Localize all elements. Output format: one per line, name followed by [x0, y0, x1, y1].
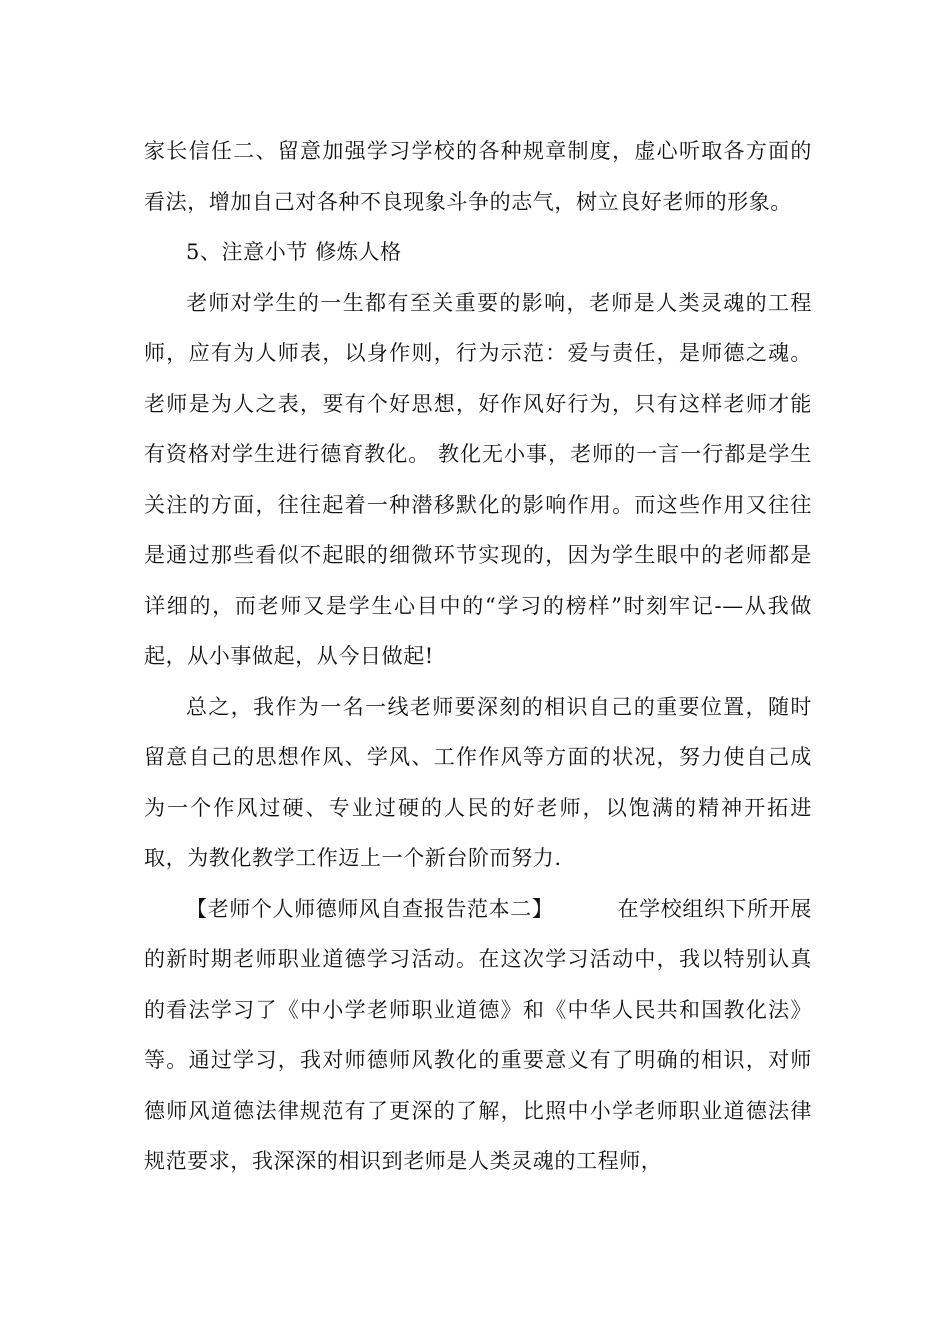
document-body [144, 126, 812, 1187]
report-two-title: 【老师个人师德师风自查报告范本二】 [186, 896, 554, 921]
paragraph-teacher-influence: 老师对学生的一生都有至关重要的影响，老师是人类灵魂的工程师，应有为人师表，以身作则，行为示范：爱与责任，是师德之魂。老师是为人之表，要有个好思想，好作风好行为，只有这样老师才能有资格对学生进行德育教化。 教化无小事，老师的一言一行都是学生关注的方面，往往起着一种潜移默化的影响作用。而这些作用又往往是通过那些看似不起眼的细微环节实现的，因为学生眼中的老师都是详细的，而老师又是学生心目中的“学习的榜样”时刻牢记-—从我做起，从小事做起，从今日做起! [144, 290, 812, 668]
report-two-body: 在学校组织下所开展的新时期老师职业道德学习活动。在这次学习活动中，我以特别认真的看法学习了《中小学老师职业道德》和《中华人民共和国教化法》等。通过学习，我对师德师风教化的重要意义有了明确的相识，对师德师风道德法律规范有了更深的了解，比照中小学老师职业道德法律规范要求，我深深的相识到老师是人类灵魂的工程师， [144, 896, 813, 1173]
section-heading-5: 5、注意小节 修炼人格 [186, 240, 402, 264]
paragraph-summary: 总之，我作为一名一线老师要深刻的相识自己的重要位置，随时留意自己的思想作风、学风、工作作风等方面的状况，努力使自己成为一个作风过硬、专业过硬的人民的好老师，以饱满的精神开拓进取，为教化教学工作迈上一个新台阶而努力. [144, 694, 812, 870]
paragraph-report-two [144, 884, 812, 1187]
paragraph-continuation: 家长信任二、留意加强学习学校的各种规章制度，虚心听取各方面的看法，增加自己对各种不良现象斗争的志气，树立良好老师的形象。 [144, 139, 812, 214]
